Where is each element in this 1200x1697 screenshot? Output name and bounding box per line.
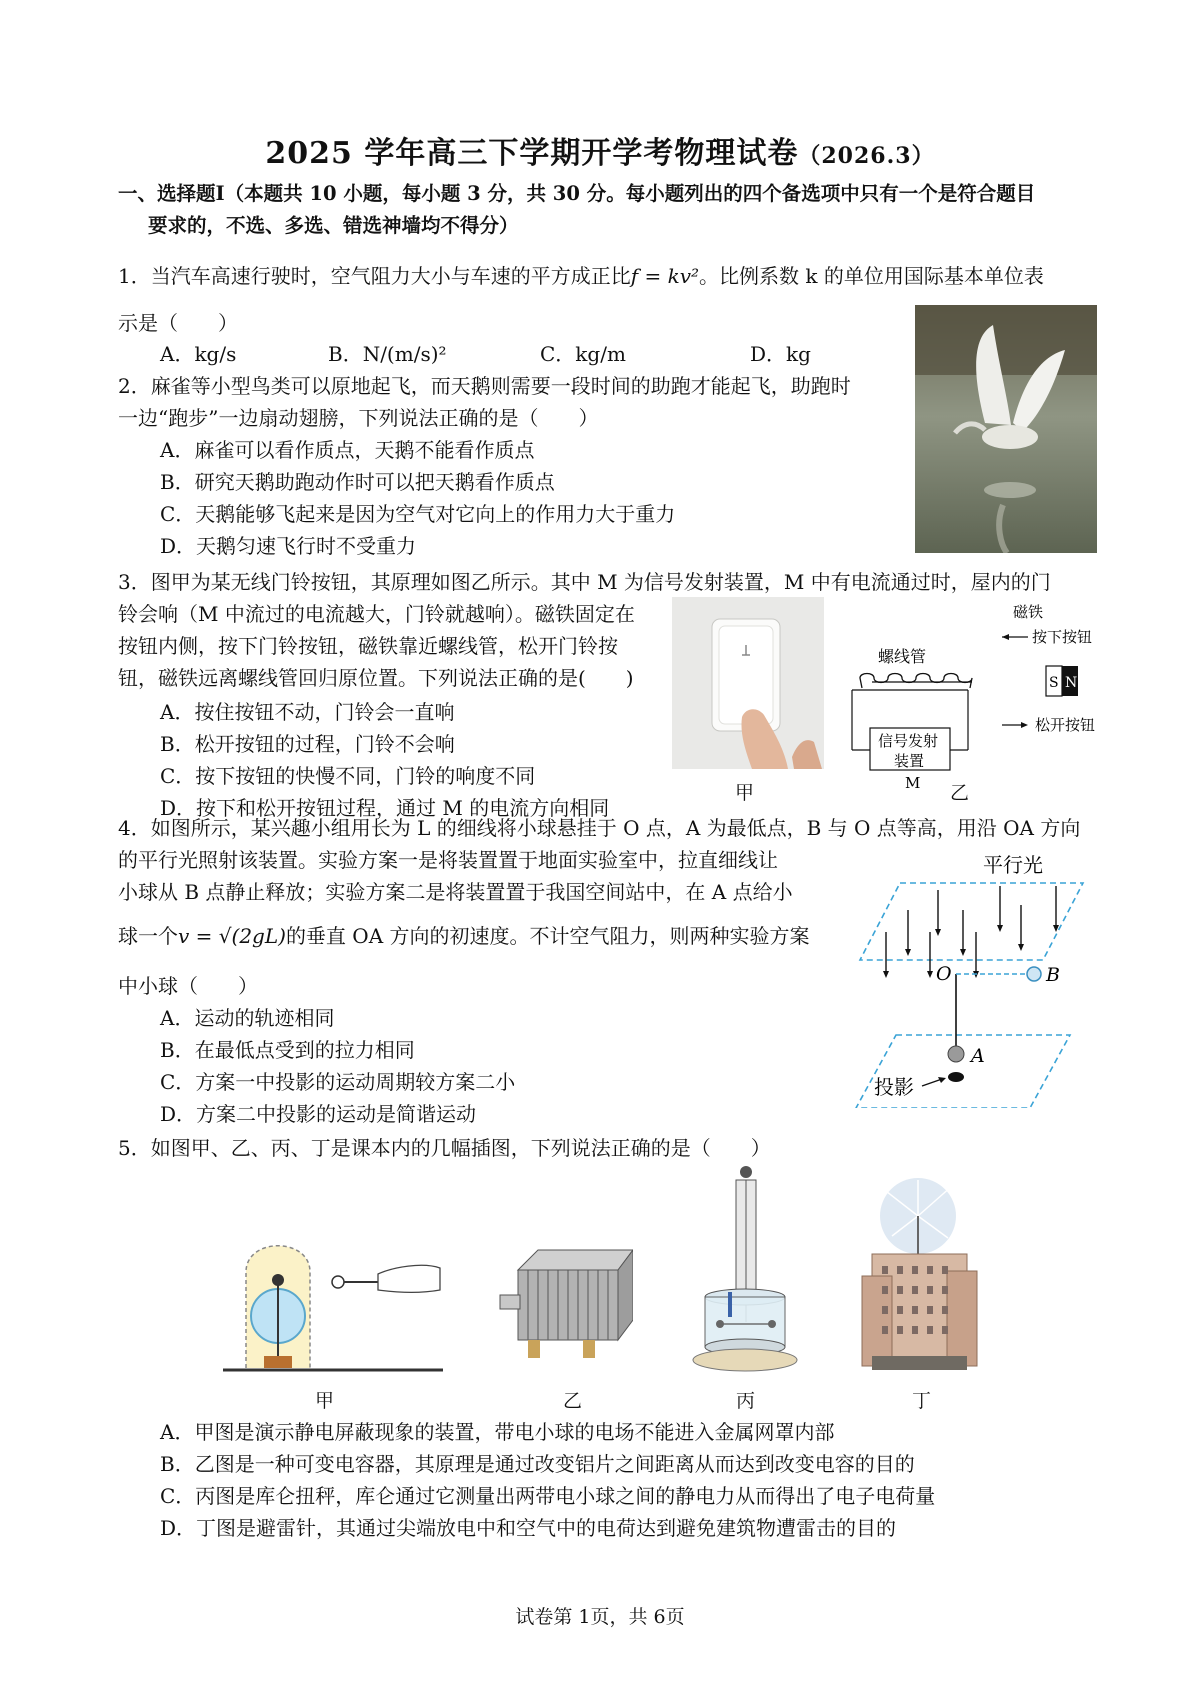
title-main: 2025 学年高三下学期开学考物理试卷 xyxy=(265,136,799,171)
hand-icon xyxy=(378,1265,440,1292)
arrow-left-icon xyxy=(1002,634,1009,640)
q4-option-c: C．方案一中投影的运动周期较方案二小 xyxy=(160,1070,516,1094)
page-footer: 试卷第 1页，共 6页 xyxy=(515,1606,685,1628)
q5-label-c: 丙 xyxy=(736,1390,756,1412)
label-b: B xyxy=(1046,964,1060,986)
shadow-dot xyxy=(948,1072,964,1082)
label-press: 按下按钮 xyxy=(1032,628,1093,646)
label-n: N xyxy=(1065,675,1078,691)
section-header xyxy=(118,178,1108,242)
q3-option-d: D．按下和松开按钮过程，通过 M 的电流方向相同 xyxy=(160,796,610,820)
q4-option-a: A．运动的轨迹相同 xyxy=(160,1006,335,1030)
label-solenoid: 螺线管 xyxy=(878,647,927,666)
q2-option-a: A．麻雀可以看作质点，天鹅不能看作质点 xyxy=(160,438,535,462)
ball-a xyxy=(948,1046,964,1062)
q5-line-1: 5．如图甲、乙、丙、丁是课本内的几幅插图，下列说法正确的是（ ） xyxy=(118,1136,771,1160)
light-plane xyxy=(860,883,1083,960)
section-line-2: 要求的，不选、多选、错选神墙均不得分） xyxy=(148,214,519,237)
q4-formula: v = √(2gL) xyxy=(178,924,286,948)
q1-text-pre: 1．当汽车高速行驶时，空气阻力大小与车速的平方成正比 xyxy=(118,264,631,288)
ball-b xyxy=(1027,967,1041,981)
q1-option-b: B．N/(m/s)² xyxy=(328,342,447,366)
q1-option-d: D．kg xyxy=(750,342,811,366)
q5-option-b: B．乙图是一种可变电容器，其原理是通过改变铝片之间距离从而达到改变电容的目的 xyxy=(160,1452,915,1476)
doorbell-photo xyxy=(672,597,824,769)
q5-label-d: 丁 xyxy=(912,1390,932,1412)
q3-fig-label-b: 乙 xyxy=(950,782,970,804)
q5-label-b: 乙 xyxy=(563,1390,583,1412)
label-a: A xyxy=(971,1045,985,1067)
q3-line-1: 3．图甲为某无线门铃按钮，其原理如图乙所示。其中 M 为信号发射装置，M 中有电流通过时，屋内的门 xyxy=(118,570,1051,594)
q2-line-1: 2．麻雀等小型鸟类可以原地起飞，而天鹅则需要一段时间的助跑才能起飞，助跑时 xyxy=(118,374,851,398)
fig-capacitor xyxy=(498,1240,633,1370)
label-shadow: 投影 xyxy=(874,1075,914,1099)
q3-fig-label-a: 甲 xyxy=(735,782,755,804)
swan-photo xyxy=(915,305,1097,553)
q4-line-5: 中小球（ ） xyxy=(118,974,258,998)
q2-option-d: D．天鹅匀速飞行时不受重力 xyxy=(160,534,417,558)
q1-line-1 xyxy=(118,260,1044,292)
q4-option-b: B．在最低点受到的拉力相同 xyxy=(160,1038,415,1062)
label-device-2: 装置 xyxy=(894,752,925,770)
q4-line-4 xyxy=(118,920,810,952)
section-line-1: 一、选择题Ⅰ（本题共 10 小题，每小题 3 分，共 30 分。每小题列出的四个备选项中只有一个是符合题目 xyxy=(118,182,1036,205)
q1-option-a: A．kg/s xyxy=(160,342,237,366)
q3-option-b: B．松开按钮的过程，门铃不会响 xyxy=(160,732,455,756)
q3-line-2: 铃会响（M 中流过的电流越大，门铃就越响）。磁铁固定在 xyxy=(118,602,635,626)
torsion-head xyxy=(740,1166,752,1178)
q5-option-d: D．丁图是避雷针，其通过尖端放电中和空气中的电荷达到避免建筑物遭雷击的目的 xyxy=(160,1516,897,1540)
q4-option-d: D．方案二中投影的运动是简谐运动 xyxy=(160,1102,477,1126)
q3-option-c: C．按下按钮的快慢不同，门铃的响度不同 xyxy=(160,764,536,788)
q3-option-a: A．按住按钮不动，门铃会一直响 xyxy=(160,700,455,724)
fig-shielding xyxy=(218,1232,448,1372)
fig-torsion-balance xyxy=(690,1162,800,1374)
label-m: M xyxy=(905,774,921,792)
label-o: O xyxy=(936,963,952,985)
title-date: （2026.3） xyxy=(798,143,935,169)
arrow-right-icon xyxy=(1021,722,1028,728)
q4-text-pre: 球一个 xyxy=(118,924,178,948)
q5-option-a: A．甲图是演示静电屏蔽现象的装置，带电小球的电场不能进入金属网罩内部 xyxy=(160,1420,835,1444)
solenoid-circuit xyxy=(830,600,1100,800)
label-release: 松开按钮 xyxy=(1035,716,1096,734)
fig-lightning-rod xyxy=(852,1176,984,1376)
q1-text-post: 。比例系数 k 的单位用国际基本单位表 xyxy=(699,264,1044,288)
q5-option-c: C．丙图是库仑扭秤，库仑通过它测量出两带电小球之间的静电力从而得出了电子电荷量 xyxy=(160,1484,936,1508)
q4-line-2: 的平行光照射该装置。实验方案一是将装置置于地面实验室中，拉直细线让 xyxy=(118,848,778,872)
page-title xyxy=(0,128,1200,172)
q2-option-c: C．天鹅能够飞起来是因为空气对它向上的作用力大于重力 xyxy=(160,502,676,526)
label-magnet: 磁铁 xyxy=(1013,603,1044,621)
q1-formula: f = kv² xyxy=(630,264,700,288)
q5-label-a: 甲 xyxy=(315,1390,335,1412)
label-parallel-light: 平行光 xyxy=(983,853,1043,877)
q4-text-post: 的垂直 OA 方向的初速度。不计空气阻力，则两种实验方案 xyxy=(285,924,810,948)
q3-line-3: 按钮内侧，按下门铃按钮，磁铁靠近螺线管，松开门铃按 xyxy=(118,634,618,658)
label-device-1: 信号发射 xyxy=(878,732,939,750)
q2-option-b: B．研究天鹅助跑动作时可以把天鹅看作质点 xyxy=(160,470,555,494)
q4-line-1: 4．如图所示，某兴趣小组用长为 L 的细线将小球悬挂于 O 点，A 为最低点，B 与 O 点等高，用沿 OA 方向 xyxy=(118,816,1081,840)
q1-option-c: C．kg/m xyxy=(540,342,626,366)
q3-line-4: 钮，磁铁远离螺线管回归原位置。下列说法正确的是( ) xyxy=(118,666,634,690)
coil-icon xyxy=(860,674,972,689)
pendulum-diagram xyxy=(838,850,1100,1108)
q4-line-3: 小球从 B 点静止释放；实验方案二是将装置置于我国空间站中，在 A 点给小 xyxy=(118,880,793,904)
label-s: S xyxy=(1049,675,1059,691)
q2-line-2: 一边“跑步”一边扇动翅膀，下列说法正确的是（ ） xyxy=(118,406,599,430)
q1-line-2: 示是（ ） xyxy=(118,311,238,335)
